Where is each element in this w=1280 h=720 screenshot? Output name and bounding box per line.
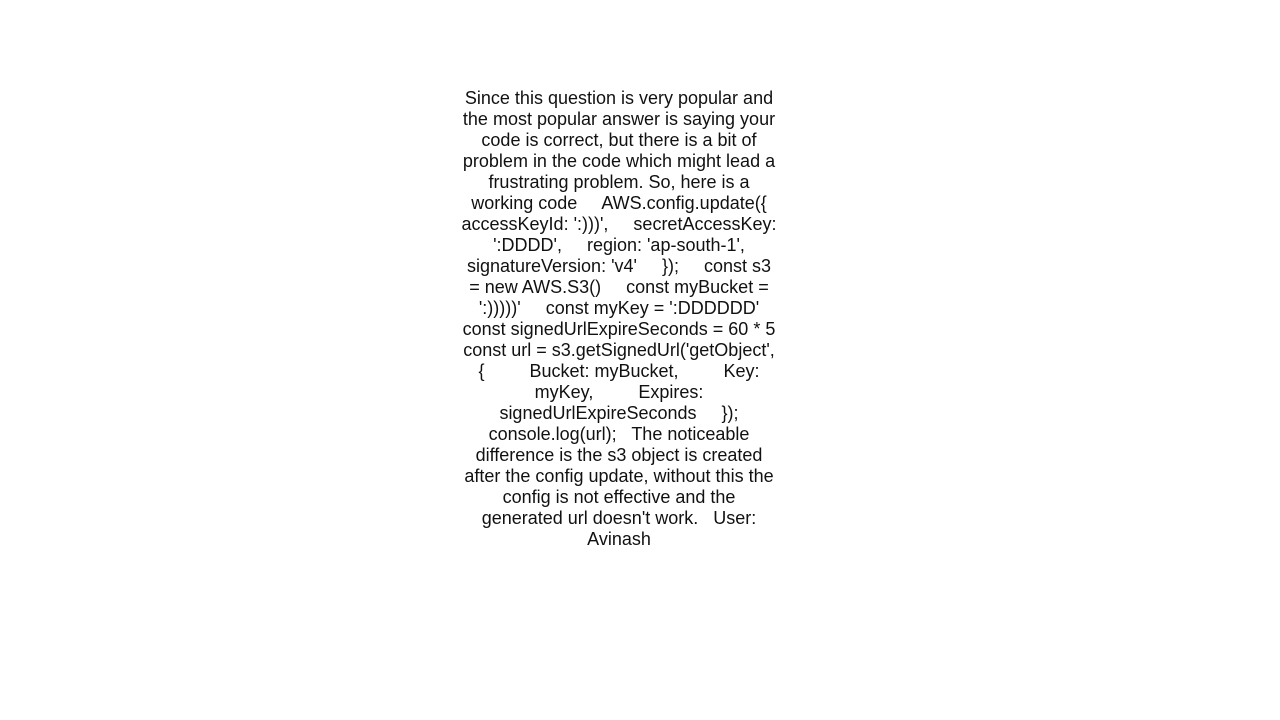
answer-text: Since this question is very popular and the most popular answer is saying your code is correct, but there is a bit of problem in the code which might lead a frustrating problem. So, here is a working code AWS.config.update({ accessKeyId: ':)))', secretAccessKey: ':DDDD', region: 'ap-south-1', signatureVersion: 'v4' }); const s3 = new AWS.S3() const myBucket = ':)))))' const myKey = ':DDDDDD' const signedUrlExpireSeconds = 60 * 5 const url = s3.getSignedUrl('getObject', { Bucket: myBucket, Key: myKey, Expires: signedUrlExpireSeconds }); console.log(url); The noticeable difference is the s3 object is created after the config update, without this the config is not effective and the generated url doesn't work. User: Avinash [461,88,801,549]
